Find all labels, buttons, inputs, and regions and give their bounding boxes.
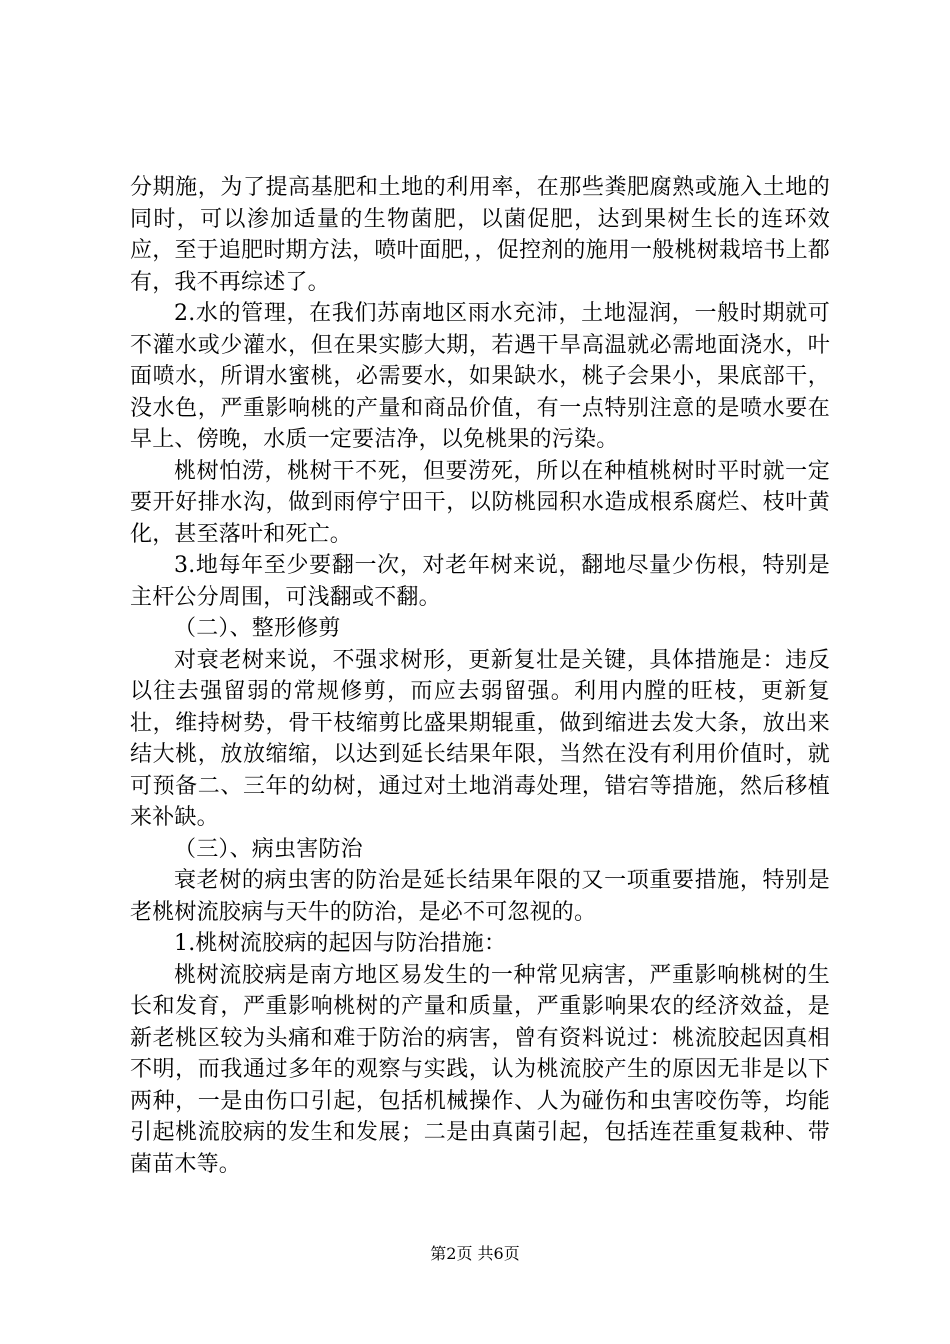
- paragraph-2: 2.水的管理，在我们苏南地区雨水充沛，土地湿润，一般时期就可不灌水或少灌水，但在果实膨大期，若遇干旱高温就必需地面浇水，叶面喷水，所谓水蜜桃，必需要水，如果缺水，桃子会果小，果底部干，没水色，严重影响桃的产量和商品价值，有一点特别注意的是喷水要在早上、傍晚，水质一定要洁净，以免桃果的污染。: [130, 301, 830, 452]
- page-number-footer: 第2页 共6页: [430, 1244, 520, 1263]
- subheading-gummosis: 1.桃树流胶病的起因与防治措施：: [174, 931, 507, 956]
- section-heading-2: （二）、整形修剪: [174, 616, 341, 641]
- paragraph-8: 衰老树的病虫害的防治是延长结果年限的又一项重要措施，特别是老桃树流胶病与天牛的防治，是必不可忽视的。: [130, 868, 830, 925]
- paragraph-4: 3.地每年至少要翻一次，对老年树来说，翻地尽量少伤根，特别是主杆公分周围，可浅翻或不翻。: [130, 553, 830, 610]
- document-body: [130, 172, 830, 1180]
- section-heading-3: （三）、病虫害防治: [174, 836, 363, 862]
- paragraph-6: 对衰老树来说，不强求树形，更新复壮是关键，具体措施是：违反以往去强留弱的常规修剪，而应去弱留强。利用内膛的旺枝，更新复壮，维持树势，骨干枝缩剪比盛果期辊重，做到缩进去发大条，放出来结大桃，放放缩缩，以达到延长结果年限，当然在没有利用价值时，就可预备二、三年的幼树，通过对土地消毒处理，错宕等措施，然后移植来补缺。: [130, 647, 830, 830]
- paragraph-10: 桃树流胶病是南方地区易发生的一种常见病害，严重影响桃树的生长和发育，严重影响桃树的产量和质量，严重影响果农的经济效益，是新老桃区较为头痛和难于防治的病害，曾有资料说过：桃流胶起因真相不明，而我通过多年的观察与实践，认为桃流胶产生的原因无非是以下两种，一是由伤口引起，包括机械操作、人为碰伤和虫害咬伤等，均能引起桃流胶病的发生和发展；二是由真菌引起，包括连茬重复栽种、带菌苗木等。: [130, 962, 830, 1177]
- paragraph-3: 桃树怕涝，桃树干不死，但要涝死，所以在种植桃树时平时就一定要开好排水沟，做到雨停宁田干，以防桃园积水造成根系腐烂、枝叶黄化，甚至落叶和死亡。: [130, 458, 830, 547]
- paragraph-1: 分期施，为了提高基肥和土地的利用率，在那些粪肥腐熟或施入土地的同时，可以渗加适量的生物菌肥，以菌促肥，达到果树生长的连环效应，至于追肥时期方法，喷叶面肥，，促控剂的施用一般桃树栽培书上都有，我不再综述了。: [130, 175, 830, 295]
